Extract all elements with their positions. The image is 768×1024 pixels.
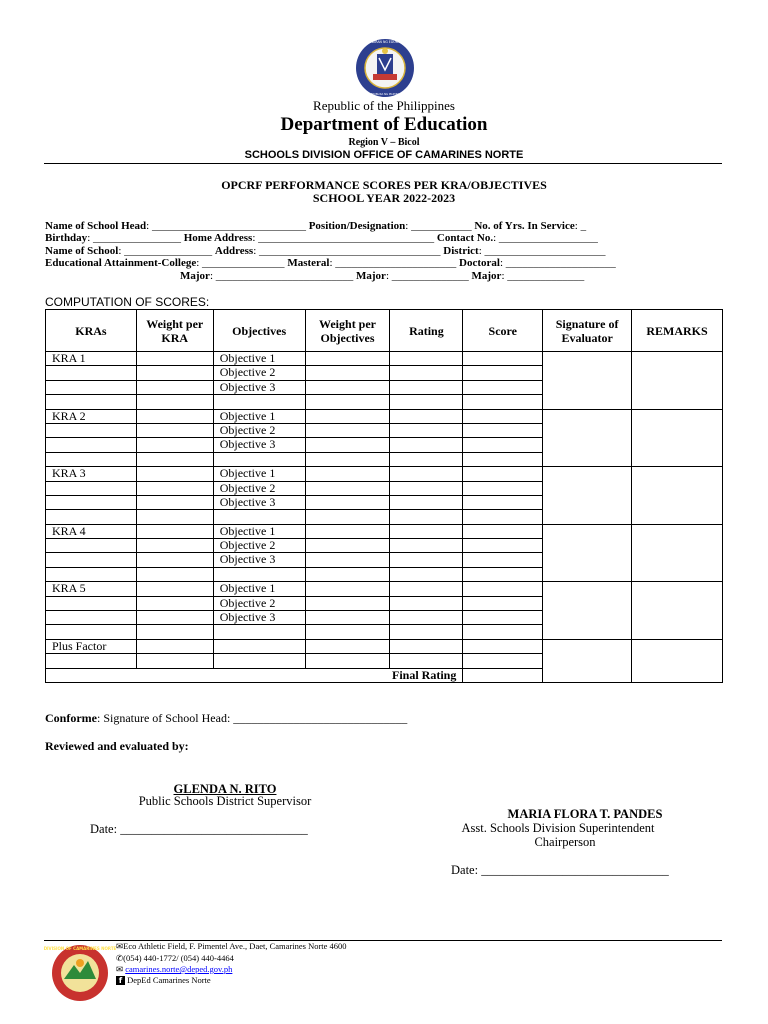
signature-cell[interactable] (543, 524, 632, 582)
remarks-cell[interactable] (632, 467, 723, 525)
weight-objective-cell[interactable] (305, 452, 390, 466)
objective-label: Objective 3 (213, 438, 305, 452)
kra-cell (46, 625, 137, 639)
header-score: Score (463, 310, 543, 352)
weight-objective-cell[interactable] (305, 409, 390, 423)
email-icon: ✉ (116, 964, 126, 974)
school-head-field[interactable]: : ____________________________ (146, 220, 306, 232)
score-cell[interactable] (463, 524, 543, 538)
weight-objective-cell[interactable] (305, 567, 390, 581)
rating-cell[interactable] (390, 639, 463, 653)
major-field-1[interactable]: : _________________________ (209, 270, 354, 282)
table-row (46, 352, 723, 366)
rating-cell[interactable] (390, 510, 463, 524)
score-cell[interactable] (463, 366, 543, 380)
district-field[interactable]: : ______________________ (478, 245, 606, 257)
weight-kra-cell[interactable] (136, 409, 213, 423)
rating-cell[interactable] (390, 654, 463, 668)
weight-kra-cell[interactable] (136, 452, 213, 466)
signature-cell[interactable] (543, 467, 632, 525)
weight-objective-cell[interactable] (305, 380, 390, 394)
objective-cell (213, 625, 305, 639)
objective-label: Objective 1 (213, 524, 305, 538)
department-title: Department of Education (280, 114, 488, 135)
score-cell[interactable] (463, 596, 543, 610)
weight-objective-cell[interactable] (305, 611, 390, 625)
footer-phone (116, 953, 234, 964)
table-row (46, 409, 723, 423)
weight-objective-cell[interactable] (305, 639, 390, 653)
signature-cell[interactable] (543, 639, 632, 682)
computation-label: COMPUTATION OF SCORES: (45, 295, 210, 309)
weight-kra-cell[interactable] (136, 611, 213, 625)
header-weight-kra: Weight per KRA (136, 310, 213, 352)
facebook-icon: f (116, 976, 125, 985)
footer-facebook-text: DepEd Camarines Norte (127, 975, 211, 985)
score-cell[interactable] (463, 438, 543, 452)
major-field-3[interactable]: : ______________ (501, 270, 585, 282)
school-name-field[interactable]: : ________________ (118, 245, 213, 257)
rating-cell[interactable] (390, 596, 463, 610)
weight-kra-cell[interactable] (136, 352, 213, 366)
home-address-label: Home Address (183, 232, 253, 244)
kra-label: KRA 5 (46, 582, 137, 596)
person1-name-text: GLENDA N. RITO (173, 782, 277, 796)
weight-objective-cell[interactable] (305, 423, 390, 437)
objective-label: Objective 2 (213, 366, 305, 380)
weight-kra-cell[interactable] (136, 467, 213, 481)
score-cell[interactable] (463, 423, 543, 437)
weight-kra-cell[interactable] (136, 510, 213, 524)
contact-label: Contact No. (436, 232, 494, 244)
objective-cell (213, 452, 305, 466)
svg-text:KAGAWARAN NG EDUKASYON: KAGAWARAN NG EDUKASYON (361, 40, 409, 44)
final-rating-label: Final Rating (46, 668, 463, 682)
weight-kra-cell[interactable] (136, 366, 213, 380)
weight-objective-cell[interactable] (305, 596, 390, 610)
kra-cell (46, 539, 137, 553)
person2-role: Chairperson (534, 835, 596, 849)
kra-cell (46, 654, 137, 668)
weight-objective-cell[interactable] (305, 625, 390, 639)
weight-kra-cell[interactable] (136, 553, 213, 567)
person2-date-field[interactable]: Date: ______________________________ (451, 863, 669, 877)
table-header-row (46, 310, 723, 352)
footer-address (116, 941, 347, 952)
division-logo (44, 943, 116, 1003)
objective-label: Objective 2 (213, 596, 305, 610)
region-line: Region V – Bicol (348, 137, 420, 148)
score-cell[interactable] (463, 639, 543, 653)
table-row (46, 582, 723, 596)
weight-kra-cell[interactable] (136, 395, 213, 409)
objective-cell (213, 639, 305, 653)
weight-kra-cell[interactable] (136, 539, 213, 553)
header-remarks: REMARKS (632, 310, 723, 352)
kra-cell (46, 380, 137, 394)
rating-cell[interactable] (390, 467, 463, 481)
conforme-line (45, 711, 407, 726)
mail-icon: ✉ (116, 941, 124, 951)
college-label: Educational Attainment-College (45, 257, 197, 269)
objective-cell (213, 654, 305, 668)
remarks-cell[interactable] (632, 639, 723, 682)
scores-table (45, 309, 723, 683)
kra-label: KRA 4 (46, 524, 137, 538)
division-line: SCHOOLS DIVISION OFFICE OF CAMARINES NORTE (244, 149, 524, 161)
table-row (46, 524, 723, 538)
major-label-1: Major (180, 270, 210, 282)
objective-label: Objective 3 (213, 380, 305, 394)
home-address-field[interactable]: : ________________________________ (252, 232, 435, 244)
score-cell[interactable] (463, 395, 543, 409)
birthday-label: Birthday (45, 232, 88, 244)
weight-objective-cell[interactable] (305, 553, 390, 567)
plus-factor-label: Plus Factor (46, 639, 137, 653)
kra-cell (46, 395, 137, 409)
remarks-cell[interactable] (632, 409, 723, 467)
weight-kra-cell[interactable] (136, 639, 213, 653)
objective-label: Objective 1 (213, 352, 305, 366)
rating-cell[interactable] (390, 625, 463, 639)
header-rating: Rating (390, 310, 463, 352)
rating-cell[interactable] (390, 611, 463, 625)
footer-email-link[interactable]: camarines.norte@deped.gov.ph (125, 964, 233, 974)
objective-label: Objective 3 (213, 553, 305, 567)
objective-label: Objective 2 (213, 423, 305, 437)
school-head-signature-field[interactable]: : Signature of School Head: _____________________________ (96, 711, 408, 725)
position-label: Position/Designation (308, 220, 406, 232)
person2-position: Asst. Schools Division Superintendent (461, 821, 655, 835)
score-cell[interactable] (463, 467, 543, 481)
final-rating-score[interactable] (463, 668, 543, 682)
contact-field[interactable]: : __________________ (493, 232, 598, 244)
school-head-label: Name of School Head (45, 220, 147, 232)
score-cell[interactable] (463, 495, 543, 509)
weight-kra-cell[interactable] (136, 495, 213, 509)
objective-label: Objective 1 (213, 582, 305, 596)
weight-objective-cell[interactable] (305, 582, 390, 596)
info-row-5 (180, 270, 584, 282)
score-cell[interactable] (463, 567, 543, 581)
remarks-cell[interactable] (632, 352, 723, 410)
rating-cell[interactable] (390, 567, 463, 581)
kra-cell (46, 423, 137, 437)
rating-cell[interactable] (390, 481, 463, 495)
kra-cell (46, 567, 137, 581)
svg-text:REPUBLIKA NG PILIPINAS: REPUBLIKA NG PILIPINAS (368, 93, 402, 96)
form-title: OPCRF PERFORMANCE SCORES PER KRA/OBJECTIVES (221, 178, 547, 192)
kra-label: KRA 3 (46, 467, 137, 481)
kra-label: KRA 1 (46, 352, 137, 366)
kra-cell (46, 495, 137, 509)
weight-kra-cell[interactable] (136, 625, 213, 639)
signature-cell[interactable] (543, 409, 632, 467)
rating-cell[interactable] (390, 380, 463, 394)
rating-cell[interactable] (390, 539, 463, 553)
kra-label: KRA 2 (46, 409, 137, 423)
birthday-field[interactable]: : ________________ (87, 232, 181, 244)
remarks-cell[interactable] (632, 582, 723, 640)
header-weight-objectives: Weight per Objectives (305, 310, 390, 352)
address-label: Address (214, 245, 254, 257)
header-divider (44, 163, 722, 164)
objective-label: Objective 2 (213, 539, 305, 553)
score-cell[interactable] (463, 625, 543, 639)
objective-label: Objective 2 (213, 481, 305, 495)
kra-cell (46, 611, 137, 625)
weight-kra-cell[interactable] (136, 596, 213, 610)
weight-kra-cell[interactable] (136, 524, 213, 538)
score-cell[interactable] (463, 510, 543, 524)
rating-cell[interactable] (390, 452, 463, 466)
rating-cell[interactable] (390, 553, 463, 567)
score-cell[interactable] (463, 481, 543, 495)
rating-cell[interactable] (390, 395, 463, 409)
weight-objective-cell[interactable] (305, 481, 390, 495)
major-label-3: Major (471, 270, 502, 282)
kra-cell (46, 438, 137, 452)
score-cell[interactable] (463, 553, 543, 567)
objective-cell (213, 510, 305, 524)
score-cell[interactable] (463, 582, 543, 596)
info-row-2 (45, 232, 598, 244)
header-kras: KRAs (46, 310, 137, 352)
weight-objective-cell[interactable] (305, 467, 390, 481)
major-label-2: Major (356, 270, 386, 282)
objective-label: Objective 3 (213, 611, 305, 625)
kra-cell (46, 510, 137, 524)
header-signature: Signature of Evaluator (543, 310, 632, 352)
score-cell[interactable] (463, 539, 543, 553)
weight-objective-cell[interactable] (305, 510, 390, 524)
score-cell[interactable] (463, 352, 543, 366)
address-field[interactable]: : _________________________________ (253, 245, 441, 257)
score-cell[interactable] (463, 380, 543, 394)
rating-cell[interactable] (390, 409, 463, 423)
kra-cell (46, 481, 137, 495)
rating-cell[interactable] (390, 582, 463, 596)
footer-address-text: Eco Athletic Field, F. Pimentel Ave., Daet, Camarines Norte 4600 (123, 941, 347, 951)
rating-cell[interactable] (390, 524, 463, 538)
kra-cell (46, 596, 137, 610)
objective-cell (213, 395, 305, 409)
reviewed-label (45, 739, 189, 754)
school-year: SCHOOL YEAR 2022-2023 (312, 191, 456, 205)
deped-seal-logo (349, 38, 421, 98)
header-objectives: Objectives (213, 310, 305, 352)
major-field-2[interactable]: : ______________ (385, 270, 469, 282)
rating-cell[interactable] (390, 352, 463, 366)
footer-phone-text: (054) 440-1772/ (054) 440-4464 (123, 953, 234, 963)
objective-label: Objective 1 (213, 467, 305, 481)
table-body (46, 352, 723, 683)
signature-cell[interactable] (543, 352, 632, 410)
school-name-label: Name of School (45, 245, 119, 257)
weight-kra-cell[interactable] (136, 582, 213, 596)
score-cell[interactable] (463, 611, 543, 625)
weight-kra-cell[interactable] (136, 438, 213, 452)
table-row (46, 639, 723, 653)
weight-objective-cell[interactable] (305, 395, 390, 409)
person2-name: MARIA FLORA T. PANDES (507, 807, 663, 821)
kra-cell (46, 366, 137, 380)
weight-objective-cell[interactable] (305, 654, 390, 668)
rating-cell[interactable] (390, 495, 463, 509)
position-field[interactable]: : ___________ (405, 220, 472, 232)
objective-label: Objective 3 (213, 495, 305, 509)
weight-objective-cell[interactable] (305, 366, 390, 380)
score-cell[interactable] (463, 452, 543, 466)
objective-label: Objective 1 (213, 409, 305, 423)
score-cell[interactable] (463, 409, 543, 423)
weight-kra-cell[interactable] (136, 481, 213, 495)
masteral-field[interactable]: : ______________________ (329, 257, 457, 269)
info-row-4 (45, 257, 616, 269)
person1-date-field[interactable]: Date: ______________________________ (90, 822, 308, 836)
rating-cell[interactable] (390, 438, 463, 452)
info-row-3 (45, 245, 606, 257)
footer-email (116, 964, 232, 975)
years-service-label: No. of Yrs. In Service (474, 220, 575, 232)
kra-cell (46, 553, 137, 567)
years-service-field[interactable]: : _ (574, 220, 587, 232)
table-row (46, 467, 723, 481)
weight-objective-cell[interactable] (305, 352, 390, 366)
phone-icon: ✆ (116, 953, 124, 963)
person1-position: Public Schools District Supervisor (138, 794, 312, 808)
objective-cell (213, 567, 305, 581)
reviewed-text: Reviewed and evaluated by: (45, 739, 189, 753)
score-cell[interactable] (463, 654, 543, 668)
masteral-label: Masteral (287, 257, 330, 269)
footer-facebook (116, 975, 211, 985)
weight-kra-cell[interactable] (136, 380, 213, 394)
doctoral-field[interactable]: : ____________________ (499, 257, 616, 269)
weight-objective-cell[interactable] (305, 495, 390, 509)
remarks-cell[interactable] (632, 524, 723, 582)
weight-kra-cell[interactable] (136, 654, 213, 668)
conforme-label: Conforme (45, 711, 97, 725)
weight-kra-cell[interactable] (136, 567, 213, 581)
kra-cell (46, 452, 137, 466)
weight-kra-cell[interactable] (136, 423, 213, 437)
weight-objective-cell[interactable] (305, 438, 390, 452)
weight-objective-cell[interactable] (305, 539, 390, 553)
rating-cell[interactable] (390, 423, 463, 437)
doctoral-label: Doctoral (459, 257, 500, 269)
info-row-1 (45, 220, 586, 232)
college-field[interactable]: : _______________ (196, 257, 285, 269)
republic-line: Republic of the Philippines (313, 98, 455, 113)
rating-cell[interactable] (390, 366, 463, 380)
district-label: District (443, 245, 479, 257)
weight-objective-cell[interactable] (305, 524, 390, 538)
signature-cell[interactable] (543, 582, 632, 640)
division-logo-text: DIVISION OF CAMARINES NORTE (44, 946, 116, 951)
